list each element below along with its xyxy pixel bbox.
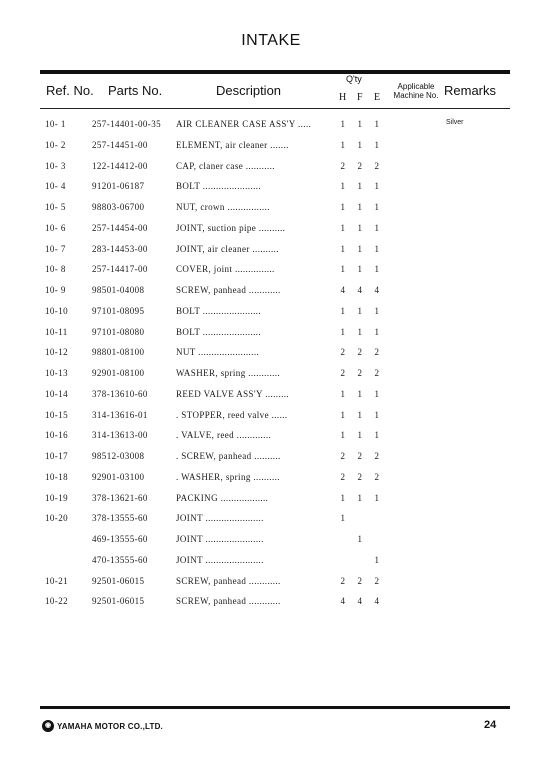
header-remarks: Remarks (444, 83, 497, 98)
table-row (0, 223, 542, 239)
qty-f-cell: 1 (357, 264, 363, 275)
description-cell: JOINT ...................... (176, 534, 264, 544)
qty-f-cell: 1 (357, 492, 363, 503)
qty-f-cell: 1 (357, 222, 363, 233)
table-row (0, 451, 542, 467)
description-cell: BOLT ...................... (176, 305, 262, 316)
qty-e-cell: 1 (374, 492, 380, 503)
qty-f-cell: 1 (357, 534, 363, 544)
description-cell: WASHER, spring ............ (176, 368, 281, 378)
qty-h-cell: 4 (340, 285, 346, 295)
qty-f-cell: 2 (357, 451, 363, 461)
page-title: INTAKE (241, 32, 301, 49)
qty-e-cell: 2 (374, 451, 380, 461)
qty-h-cell: 1 (340, 243, 346, 254)
qty-h-cell: 1 (340, 430, 346, 441)
parts-no-cell: 257-14401-00-35 (92, 119, 161, 129)
company-name: YAMAHA MOTOR CO.,LTD. (57, 721, 163, 731)
qty-e-cell: 1 (374, 181, 380, 192)
description-cell: REED VALVE ASS'Y ......... (176, 388, 290, 399)
description-cell: SCREW, panhead ............ (176, 596, 281, 607)
parts-no-cell: 92901-08100 (92, 368, 145, 378)
ref-no-cell: 10- 7 (45, 243, 66, 254)
company-logo (42, 720, 163, 732)
qty-f-cell: 4 (357, 596, 363, 607)
table-row (0, 306, 542, 322)
ref-no-cell: 10- 5 (45, 202, 66, 212)
qty-h-cell: 1 (340, 222, 346, 233)
table-row (0, 181, 542, 197)
table-row (0, 161, 542, 177)
ref-no-cell: 10- 6 (45, 222, 66, 233)
qty-h-cell: 2 (340, 575, 346, 586)
qty-f-cell: 2 (357, 160, 363, 171)
table-row (0, 513, 542, 529)
header-parts-no: Parts No. (108, 83, 163, 98)
ref-no-cell: 10-21 (45, 575, 68, 586)
qty-h-cell: 2 (340, 347, 346, 358)
table-row (0, 389, 542, 405)
qty-h-cell: 2 (340, 451, 346, 461)
qty-h-cell: 4 (340, 596, 346, 607)
qty-e-cell: 1 (374, 202, 380, 212)
description-cell: COVER, joint ............... (176, 264, 275, 275)
ref-no-cell: 10- 8 (45, 264, 66, 275)
description-cell: JOINT ...................... (176, 513, 264, 524)
header-top-rule (40, 70, 510, 74)
table-row (0, 410, 542, 426)
qty-e-cell: 2 (374, 575, 380, 586)
table-row (0, 202, 542, 218)
qty-h-cell: 1 (340, 181, 346, 192)
qty-f-cell: 1 (357, 409, 363, 420)
ref-no-cell: 10-11 (45, 326, 68, 337)
qty-h-cell: 2 (340, 160, 346, 171)
ref-no-cell: 10- 4 (45, 181, 66, 192)
footer-rule (40, 706, 510, 709)
qty-h-cell: 1 (340, 264, 346, 275)
ref-no-cell: 10-15 (45, 409, 68, 420)
qty-f-cell: 1 (357, 305, 363, 316)
parts-no-cell: 97101-08080 (92, 326, 145, 337)
description-cell: PACKING .................. (176, 492, 269, 503)
header-applicable-line2: Machine No. (393, 91, 439, 100)
qty-f-cell: 1 (357, 181, 363, 192)
description-cell: CAP, claner case ........... (176, 160, 275, 171)
parts-no-cell: 257-14454-00 (92, 222, 148, 233)
header-bottom-rule (40, 108, 510, 109)
parts-no-cell: 257-14451-00 (92, 139, 148, 150)
header-description: Description (216, 83, 282, 98)
qty-e-cell: 1 (374, 388, 380, 399)
parts-no-cell: 378-13621-60 (92, 492, 148, 503)
description-cell: JOINT ...................... (176, 554, 264, 565)
remarks-cell: Silver (446, 119, 464, 126)
table-row (0, 596, 542, 612)
header-applicable-machine (386, 82, 446, 100)
parts-no-cell: 92501-06015 (92, 575, 145, 586)
ref-no-cell: 10-12 (45, 347, 68, 358)
qty-f-cell: 1 (357, 326, 363, 337)
ref-no-cell: 10-13 (45, 368, 68, 378)
qty-f-cell: 4 (357, 285, 363, 295)
description-cell: . STOPPER, reed valve ...... (176, 409, 288, 420)
ref-no-cell: 10-20 (45, 513, 68, 524)
header-qty-f: F (357, 92, 363, 103)
qty-e-cell: 1 (374, 409, 380, 420)
table-row (0, 368, 542, 384)
description-cell: ELEMENT, air cleaner ....... (176, 139, 289, 150)
table-row (0, 576, 542, 592)
header-qty: Q'ty (346, 74, 362, 84)
qty-e-cell: 1 (374, 119, 380, 129)
ref-no-cell: 10-22 (45, 596, 68, 607)
parts-no-cell: 283-14453-00 (92, 243, 148, 254)
header-qty-e: E (374, 92, 381, 103)
parts-no-cell: 314-13616-01 (92, 409, 148, 420)
qty-e-cell: 2 (374, 160, 380, 171)
parts-no-cell: 314-13613-00 (92, 430, 148, 441)
ref-no-cell: 10-14 (45, 388, 68, 399)
ref-no-cell: 10-17 (45, 451, 68, 461)
qty-h-cell: 1 (340, 326, 346, 337)
qty-h-cell: 1 (340, 202, 346, 212)
table-row (0, 285, 542, 301)
ref-no-cell: 10- 2 (45, 139, 66, 150)
table-row (0, 140, 542, 156)
qty-h-cell: 1 (340, 305, 346, 316)
description-cell: NUT ....................... (176, 347, 260, 358)
ref-no-cell: 10- 9 (45, 285, 66, 295)
qty-e-cell: 4 (374, 596, 380, 607)
parts-no-cell: 92901-03100 (92, 471, 145, 482)
qty-e-cell: 1 (374, 264, 380, 275)
qty-f-cell: 2 (357, 368, 363, 378)
table-row (0, 119, 542, 135)
description-cell: JOINT, suction pipe .......... (176, 222, 286, 233)
description-cell: AIR CLEANER CASE ASS'Y ..... (176, 119, 312, 129)
description-cell: BOLT ...................... (176, 326, 262, 337)
qty-e-cell: 2 (374, 347, 380, 358)
ref-no-cell: 10-18 (45, 471, 68, 482)
ref-no-cell: 10-10 (45, 305, 68, 316)
description-cell: SCREW, panhead ............ (176, 285, 281, 295)
table-row (0, 472, 542, 488)
page-number: 24 (484, 719, 497, 731)
description-cell: NUT, crown ................ (176, 202, 270, 212)
parts-no-cell: 97101-08095 (92, 305, 145, 316)
parts-no-cell: 98803-06700 (92, 202, 145, 212)
qty-e-cell: 1 (374, 139, 380, 150)
qty-e-cell: 2 (374, 471, 380, 482)
qty-f-cell: 1 (357, 243, 363, 254)
qty-f-cell: 1 (357, 202, 363, 212)
qty-e-cell: 1 (374, 326, 380, 337)
qty-e-cell: 1 (374, 222, 380, 233)
qty-h-cell: 1 (340, 513, 346, 524)
parts-no-cell: 378-13555-60 (92, 513, 148, 524)
parts-no-cell: 378-13610-60 (92, 388, 148, 399)
qty-h-cell: 1 (340, 119, 346, 129)
parts-no-cell: 92501-06015 (92, 596, 145, 607)
ref-no-cell: 10- 1 (45, 119, 66, 129)
parts-no-cell: 98801-08100 (92, 347, 145, 358)
qty-f-cell: 1 (357, 119, 363, 129)
parts-no-cell: 98501-04008 (92, 285, 145, 295)
parts-no-cell: 469-13555-60 (92, 534, 148, 544)
description-cell: JOINT, air cleaner .......... (176, 243, 279, 254)
qty-e-cell: 1 (374, 243, 380, 254)
qty-h-cell: 1 (340, 409, 346, 420)
description-cell: . WASHER, spring .......... (176, 471, 280, 482)
description-cell: SCREW, panhead ............ (176, 575, 281, 586)
description-cell: . SCREW, panhead .......... (176, 451, 281, 461)
qty-h-cell: 2 (340, 471, 346, 482)
ref-no-cell: 10- 3 (45, 160, 66, 171)
yamaha-tuning-fork-icon: ◉ (42, 720, 54, 732)
qty-f-cell: 1 (357, 430, 363, 441)
header-ref-no: Ref. No. (46, 83, 94, 98)
table-row (0, 347, 542, 363)
header-qty-h: H (339, 92, 347, 103)
parts-no-cell: 122-14412-00 (92, 160, 148, 171)
table-row (0, 327, 542, 343)
qty-e-cell: 2 (374, 368, 380, 378)
table-row (0, 493, 542, 509)
qty-e-cell: 1 (374, 554, 380, 565)
qty-h-cell: 2 (340, 368, 346, 378)
qty-f-cell: 2 (357, 471, 363, 482)
qty-e-cell: 1 (374, 305, 380, 316)
parts-no-cell: 98512-03008 (92, 451, 145, 461)
table-row (0, 264, 542, 280)
qty-e-cell: 4 (374, 285, 380, 295)
table-row (0, 534, 542, 550)
description-cell: BOLT ...................... (176, 181, 262, 192)
parts-no-cell: 91201-06187 (92, 181, 145, 192)
ref-no-cell: 10-16 (45, 430, 68, 441)
qty-h-cell: 1 (340, 139, 346, 150)
header-applicable-line1: Applicable (397, 82, 435, 91)
qty-e-cell: 1 (374, 430, 380, 441)
table-row (0, 555, 542, 571)
qty-f-cell: 2 (357, 347, 363, 358)
qty-h-cell: 1 (340, 492, 346, 503)
table-row (0, 430, 542, 446)
qty-f-cell: 2 (357, 575, 363, 586)
qty-h-cell: 1 (340, 388, 346, 399)
description-cell: . VALVE, reed ............. (176, 430, 272, 441)
ref-no-cell: 10-19 (45, 492, 68, 503)
table-row (0, 244, 542, 260)
parts-no-cell: 257-14417-00 (92, 264, 148, 275)
qty-f-cell: 1 (357, 139, 363, 150)
parts-no-cell: 470-13555-60 (92, 554, 148, 565)
qty-f-cell: 1 (357, 388, 363, 399)
